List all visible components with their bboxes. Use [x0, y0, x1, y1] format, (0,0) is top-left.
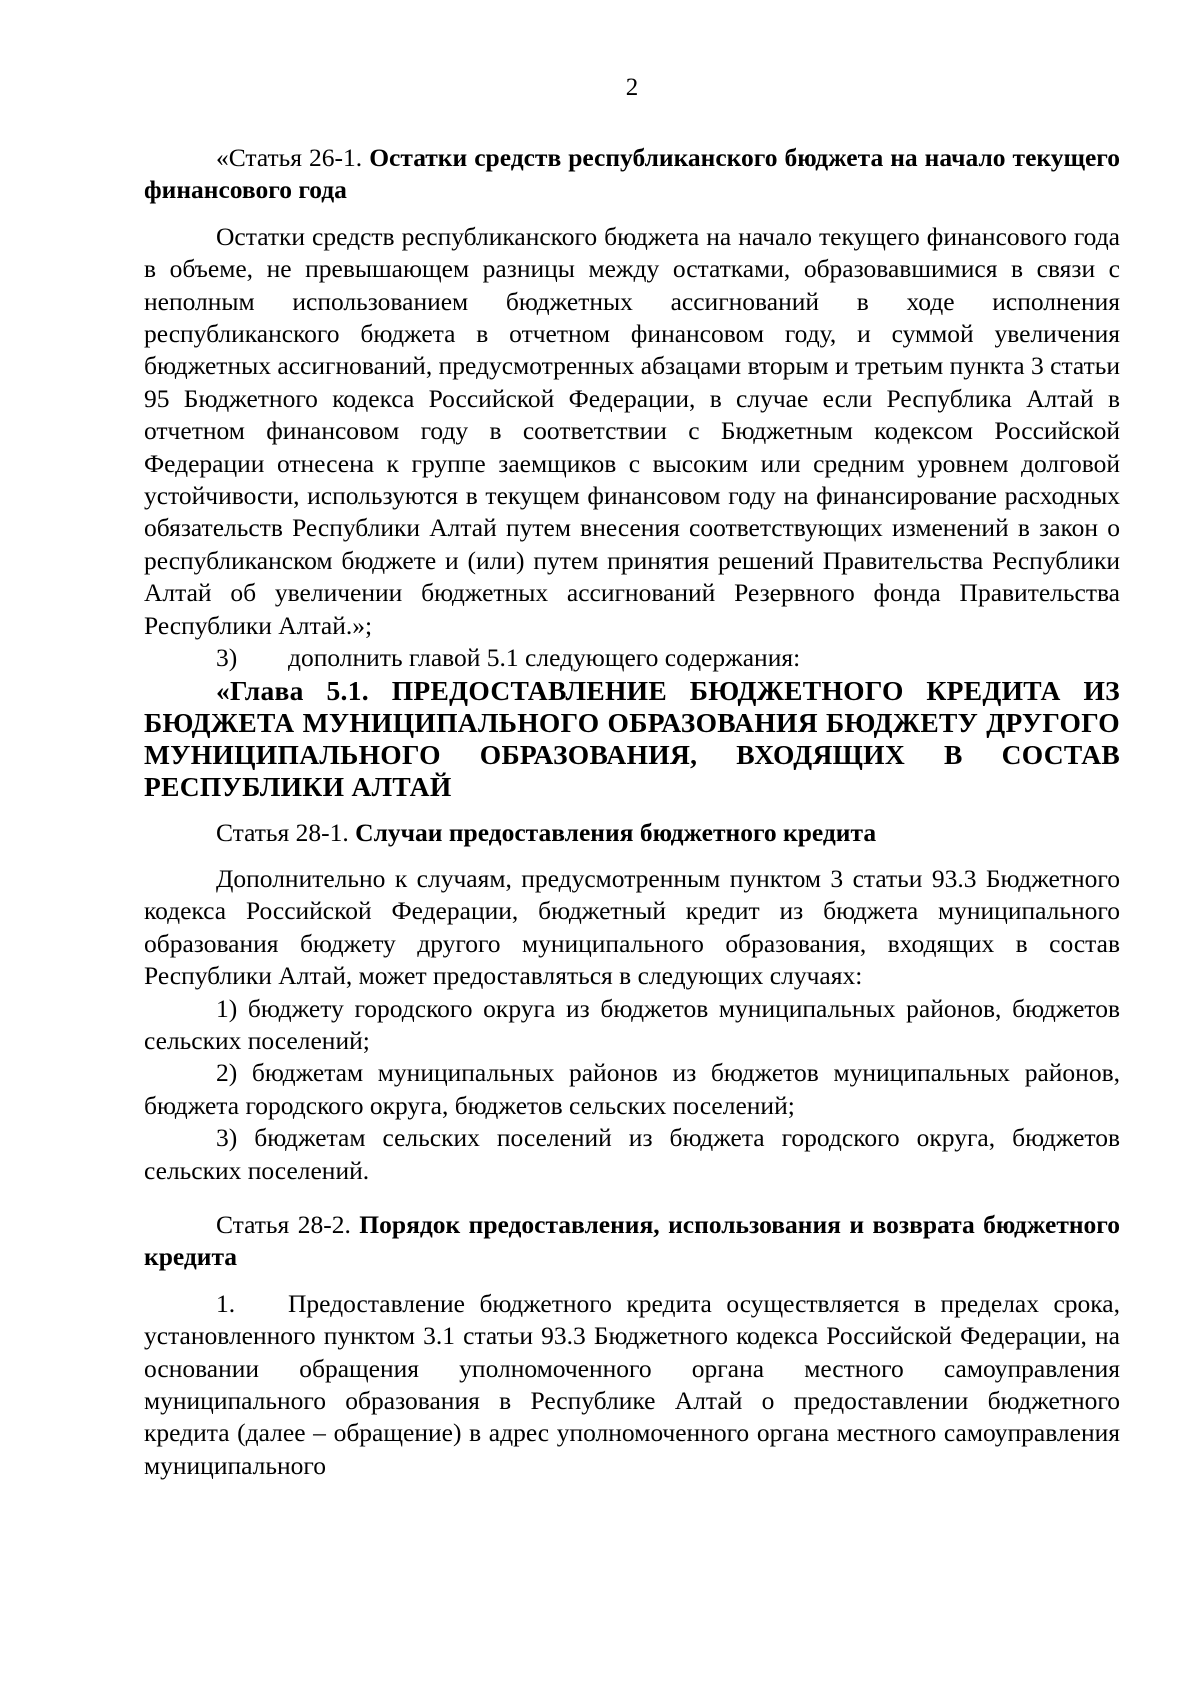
amendment-item-3	[144, 642, 1120, 674]
article-28-1-title: Случаи предоставления бюджетного кредита	[355, 817, 877, 847]
article-28-1-case-3: 3) бюджетам сельских поселений из бюджета городского округа, бюджетов сельских поселений.	[144, 1123, 1120, 1185]
article-26-1-body: Остатки средств республиканского бюджета на начало текущего финансового года в объеме, не превышающем разницы между остатками, образовавшимися в связи с неполным использованием бюджетных ассигнований в ходе исполнения республиканского бюджета в отчетном финансовом году, и суммой увеличения бюджетных ассигнований, предусмотренных абзацами вторым и третьим пункта 3 статьи 95 Бюджетного кодекса Российской Федерации, в случае если Республика Алтай в отчетном финансовом году в соответствии с Бюджетным кодексом Российской Федерации отнесена к группе заемщиков с высоким или средним уровнем долговой устойчивости, используются в текущем финансовом году на финансирование расходных обязательств Республики Алтай путем внесения соответствующих изменений в закон о республиканском бюджете и (или) путем принятия решений Правительства Республики Алтай об увеличении бюджетных ассигнований Резервного фонда Правительства Республики Алтай.»;	[144, 221, 1120, 640]
article-26-1-heading	[144, 142, 1120, 207]
article-28-1-intro: Дополнительно к случаям, предусмотренным пунктом 3 статьи 93.3 Бюджетного кодекса Российской Федерации, бюджетный кредит из бюджета муниципального образования бюджету другого муниципального образования, входящих в состав Республики Алтай, может предоставляться в следующих случаях:	[144, 863, 1120, 991]
chapter-5-1-heading: «Глава 5.1. ПРЕДОСТАВЛЕНИЕ БЮДЖЕТНОГО КРЕДИТА ИЗ БЮДЖЕТА МУНИЦИПАЛЬНОГО ОБРАЗОВАНИЯ БЮДЖЕТУ ДРУГОГО МУНИЦИПАЛЬНОГО ОБРАЗОВАНИЯ, ВХОДЯЩИХ В СОСТАВ РЕСПУБЛИКИ АЛТАЙ	[144, 674, 1120, 802]
article-28-1-case-2: 2) бюджетам муниципальных районов из бюджетов муниципальных районов, бюджета городского округа, бюджетов сельских поселений;	[144, 1058, 1120, 1120]
amendment-item-3-number: 3)	[216, 643, 238, 673]
article-26-1-title: Остатки средств республиканского бюджета на начало текущего финансового года	[144, 143, 1121, 205]
article-26-1-prefix: «Статья 26-1.	[216, 143, 370, 172]
article-28-2-title: Порядок предоставления, использования и возврата бюджетного кредита	[144, 1209, 1121, 1272]
amendment-item-3-text: дополнить главой 5.1 следующего содержания:	[288, 643, 801, 673]
article-28-2-heading	[144, 1209, 1120, 1274]
article-28-1-case-1: 1) бюджету городского округа из бюджетов муниципальных районов, бюджетов сельских поселений;	[144, 993, 1120, 1055]
document-body	[144, 142, 1120, 1482]
article-28-2-point-1-text: Предоставление бюджетного кредита осуществляется в пределах срока, установленного пунктом 3.1 статьи 93.3 Бюджетного кодекса Российской Федерации, на основании обращения уполномоченного органа местного самоуправления муниципального образования в Республике Алтай о предоставлении бюджетного кредита (далее – обращение) в адрес уполномоченного органа местного самоуправления муниципального	[144, 1288, 1120, 1480]
article-28-2-point-1	[144, 1288, 1120, 1482]
article-28-1-heading	[144, 817, 1120, 849]
article-28-1-prefix: Статья 28-1.	[216, 817, 356, 847]
article-28-2-point-1-number: 1.	[216, 1288, 236, 1318]
page-number: 2	[625, 74, 639, 101]
article-28-2-prefix: Статья 28-2.	[216, 1209, 360, 1239]
